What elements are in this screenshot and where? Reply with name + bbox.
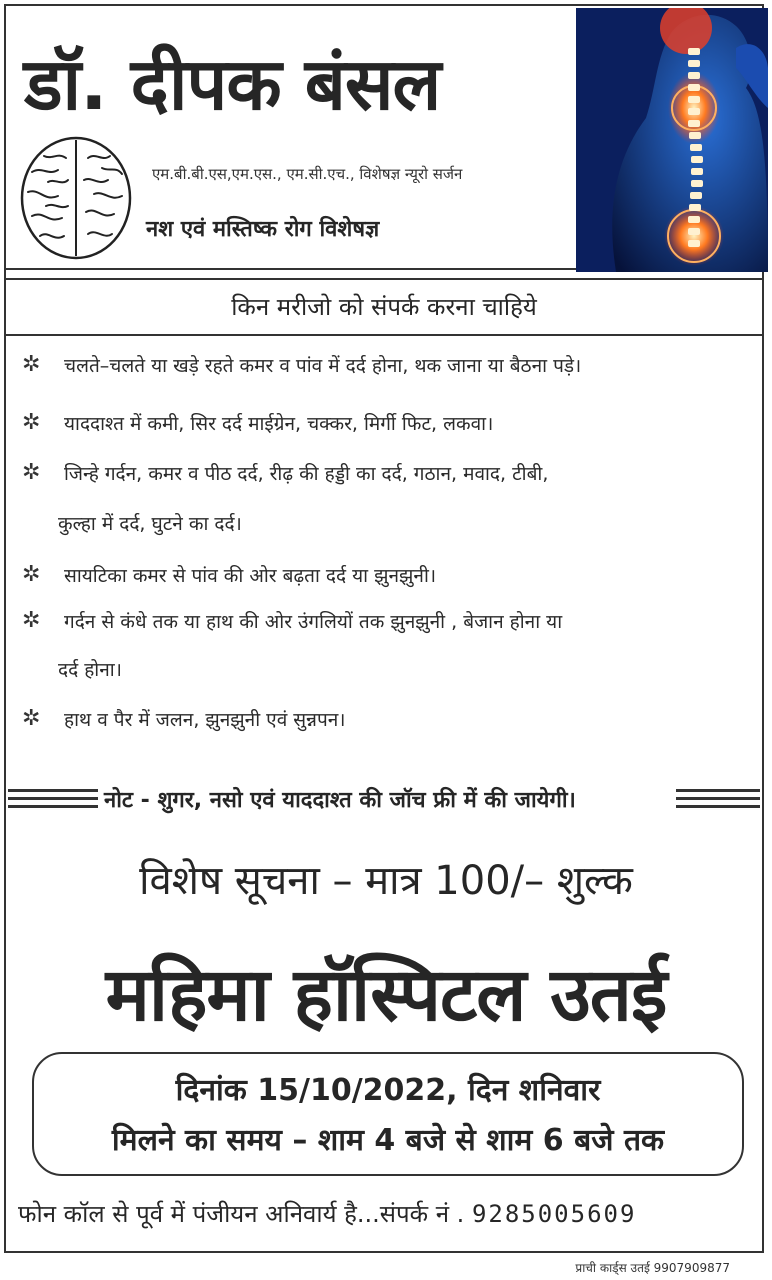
contact-line xyxy=(18,1197,636,1230)
symptom-text: दर्द होना। xyxy=(58,659,122,681)
asterisk-icon: ✲ xyxy=(22,410,41,435)
note-text: नोट - शुगर, नसो एवं याददाश्त की जॉच फ्री में की जायेगी। xyxy=(104,788,576,813)
symptom-text: याददाश्त में कमी, सिर दर्द माईग्रेन, चक्कर, मिर्गी फिट, लकवा। xyxy=(64,413,494,435)
asterisk-icon: ✲ xyxy=(22,352,41,377)
doctor-name: डॉ. दीपक बंसल xyxy=(24,42,441,126)
asterisk-icon: ✲ xyxy=(22,460,41,485)
header xyxy=(4,4,764,270)
brain-icon xyxy=(18,132,134,272)
doctor-specialty: नश एवं मस्तिष्क रोग विशेषज्ञ xyxy=(146,217,380,242)
spine-illustration xyxy=(576,8,768,272)
symptom-text: सायटिका कमर से पांव की ओर बढ़ता दर्द या झुनझुनी। xyxy=(64,565,437,587)
printer-credit: प्राची कार्ड्स उतई 9907909877 xyxy=(575,1261,730,1275)
schedule-date: दिनांक 15/10/2022, दिन शनिवार xyxy=(175,1073,601,1108)
doctor-degrees: एम.बी.बी.एस,एम.एस., एम.सी.एच., विशेषज्ञ न्यूरो सर्जन xyxy=(152,165,463,183)
symptom-text: चलते–चलते या खड़े रहते कमर व पांव में दर्द होना, थक जाना या बैठना पड़े। xyxy=(64,355,582,377)
contact-phone[interactable]: 9285005609 xyxy=(471,1200,637,1228)
symptom-text: गर्दन से कंधे तक या हाथ की ओर उंगलियों तक झुनझुनी , बेजान होना या xyxy=(64,611,563,633)
asterisk-icon: ✲ xyxy=(22,706,41,731)
hospital-name: महिमा हॉस्पिटल उतई xyxy=(105,952,667,1038)
schedule-time: मिलने का समय – शाम 4 बजे से शाम 6 बजे तक xyxy=(111,1123,665,1158)
asterisk-icon: ✲ xyxy=(22,562,41,587)
symptom-text: जिन्हे गर्दन, कमर व पीठ दर्द, रीढ़ की हड्डी का दर्द, गठान, मवाद, टीबी, xyxy=(64,463,549,485)
section-title: किन मरीजो को संपर्क करना चाहिये xyxy=(4,278,764,336)
note-banner xyxy=(4,780,764,820)
asterisk-icon: ✲ xyxy=(22,608,41,633)
contact-text: फोन कॉल से पूर्व में पंजीयन अनिवार्य है...संपर्क नं . xyxy=(18,1200,465,1228)
fee-notice: विशेष सूचना – मात्र 100/– शुल्क xyxy=(139,858,633,904)
symptom-text: कुल्हा में दर्द, घुटने का दर्द। xyxy=(58,513,242,535)
note-lines-right xyxy=(676,789,760,811)
note-lines-left xyxy=(8,789,98,811)
schedule-box xyxy=(32,1052,744,1176)
symptom-text: हाथ व पैर में जलन, झुनझुनी एवं सुन्नपन। xyxy=(64,709,346,731)
